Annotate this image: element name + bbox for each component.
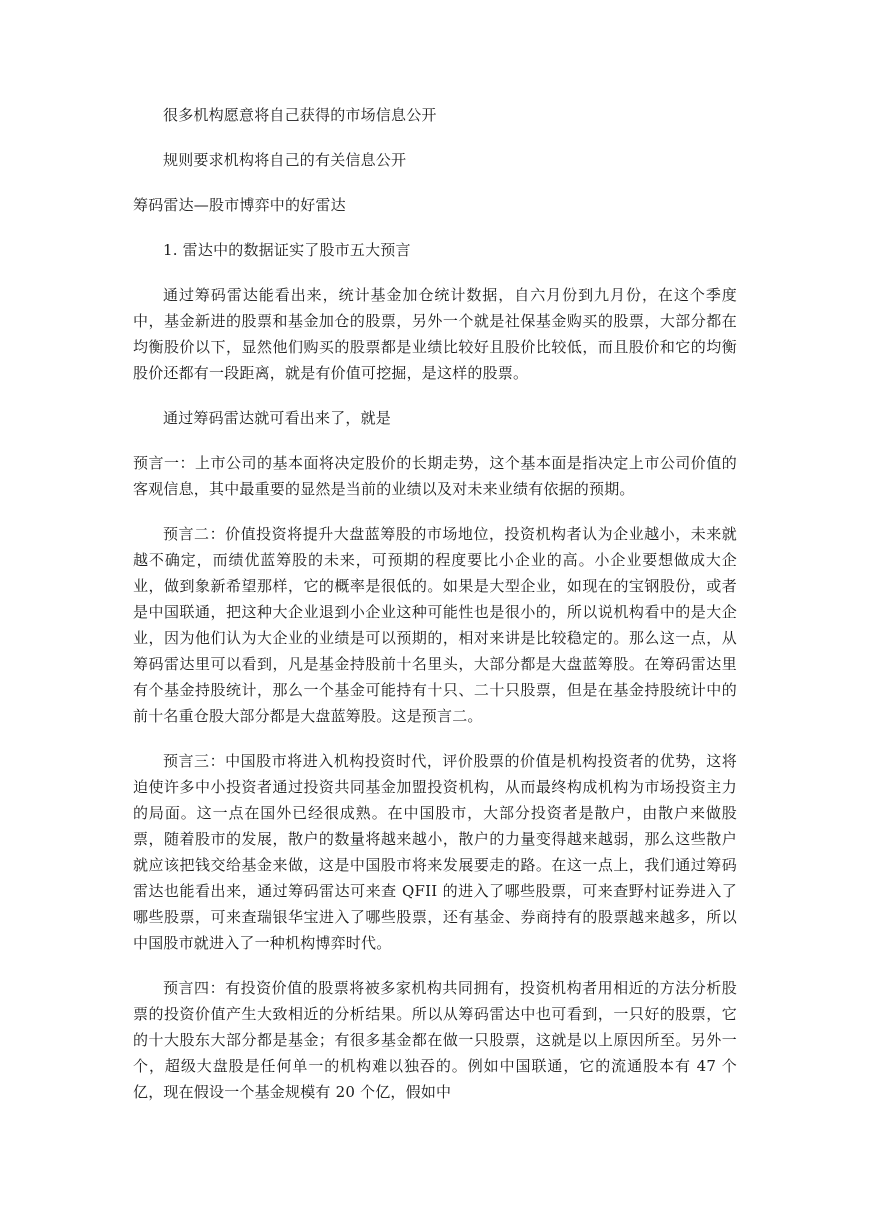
- numbered-subheading: 1. 雷达中的数据证实了股市五大预言: [163, 241, 411, 259]
- paragraph-prediction-2: 预言二：价值投资将提升大盘蓝筹股的市场地位，投资机构者认为企业越小，未来就越不确定，而绩优蓝筹股的未来，可预期的程度要比小企业的高。小企业要想做成大企业，做到象新希望那样，它的概率是很低的。如果是大型企业，如现在的宝钢股份，或者是中国联通，把这种大企业退到小企业这种可能性也是很小的，所以说机构看中的是大企业，因为他们认为大企业的业绩是可以预期的，相对来讲是比较稳定的。那么这一点，从筹码雷达里可以看到，凡是基金持股前十名里头，大部分都是大盘蓝筹股。在筹码雷达里有个基金持股统计，那么一个基金可能持有十只、二十只股票，但是在基金持股统计中的前十名重仓股大部分都是大盘蓝筹股。这是预言二。: [133, 525, 737, 725]
- paragraph-market-info-public: 很多机构愿意将自己获得的市场信息公开: [163, 106, 437, 124]
- paragraph-prediction-4: 预言四：有投资价值的股票将被多家机构共同拥有，投资机构者用相近的方法分析股票的投资价值产生大致相近的分析结果。所以从筹码雷达中也可看到，一只好的股票，它的十大股东大部分都是基金；有很多基金都在做一只股票，这就是以上原因所至。另外一个，超级大盘股是任何单一的机构难以独吞的。例如中国联通，它的流通股本有 47 个亿，现在假设一个基金规模有 20 个亿，假如中: [133, 979, 737, 1101]
- paragraph-lead-in: 通过筹码雷达就可看出来了，就是: [163, 409, 392, 427]
- document-body: [133, 102, 737, 1124]
- paragraph-rules-disclosure: 规则要求机构将自己的有关信息公开: [163, 151, 407, 169]
- paragraph-prediction-3: 预言三：中国股市将进入机构投资时代，评价股票的价值是机构投资者的优势，这将迫使许多中小投资者通过投资共同基金加盟投资机构，从而最终构成机构为市场投资主力的局面。这一点在国外已经很成熟。在中国股市，大部分投资者是散户，由散户来做股票，随着股市的发展，散户的数量将越来越小，散户的力量变得越来越弱，那么这些散户就应该把钱交给基金来做，这是中国股市将来发展要走的路。在这一点上，我们通过筹码雷达也能看出来，通过筹码雷达可来查 QFII 的进入了哪些股票，可来查野村证券进入了哪些股票，可来查瑞银华宝进入了哪些股票，还有基金、券商持有的股票越来越多，所以中国股市就进入了一种机构博弈时代。: [133, 752, 737, 952]
- section-heading: 筹码雷达—股市博弈中的好雷达: [133, 196, 346, 214]
- paragraph-prediction-1: 预言一：上市公司的基本面将决定股价的长期走势，这个基本面是指决定上市公司价值的客观信息，其中最重要的显然是当前的业绩以及对未来业绩有依据的预期。: [133, 454, 737, 498]
- paragraph-fund-statistics: 通过筹码雷达能看出来，统计基金加仓统计数据，自六月份到九月份，在这个季度中，基金新进的股票和基金加仓的股票，另外一个就是社保基金购买的股票，大部分都在均衡股价以下，显然他们购买的股票都是业绩比较好且股价比较低，而且股价和它的均衡股价还都有一段距离，就是有价值可挖掘，是这样的股票。: [133, 286, 737, 382]
